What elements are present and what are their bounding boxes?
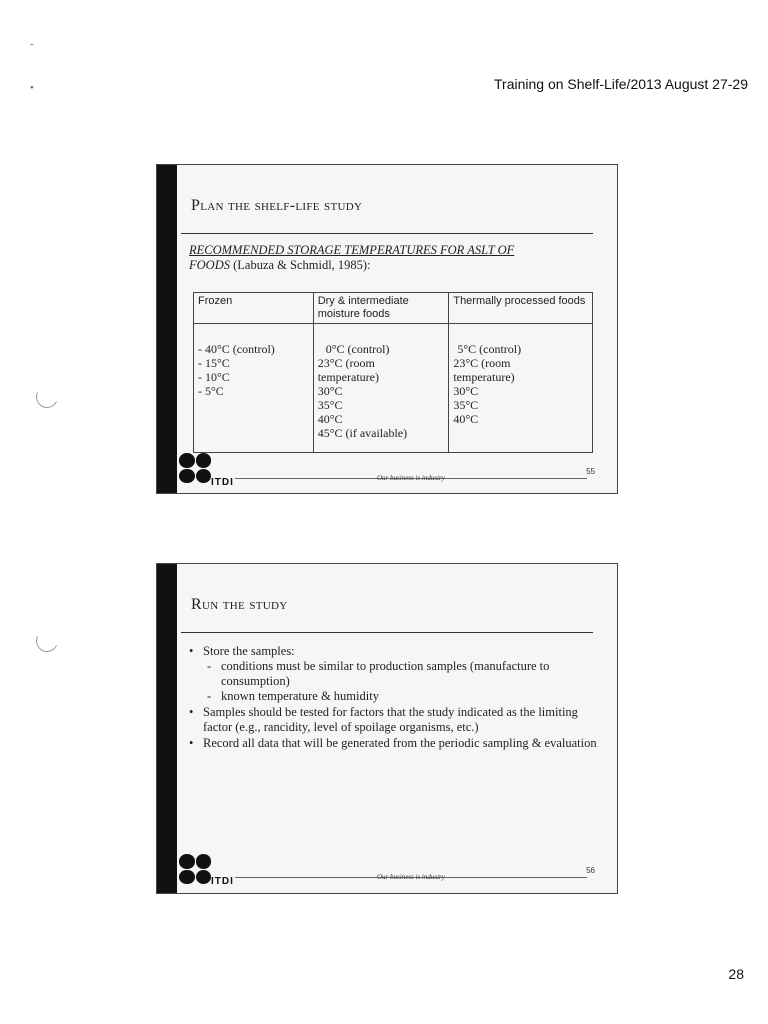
temp-value: 40°C — [453, 412, 479, 426]
temp-value: - 10°C — [198, 370, 230, 384]
footer-tagline: Our business is industry — [377, 474, 445, 482]
slide-side-bar — [157, 165, 177, 493]
slide-number: 56 — [586, 866, 595, 875]
slide-run-study — [156, 563, 618, 894]
logo-text: ITDI — [211, 477, 234, 488]
itdi-logo-icon — [179, 453, 211, 483]
temp-value: 0°C (control) — [325, 342, 390, 356]
slide-side-bar — [157, 564, 177, 893]
logo-text: ITDI — [211, 876, 234, 887]
title-rule — [181, 632, 593, 633]
table-header-thermal: Thermally processed foods — [449, 293, 593, 324]
table-cell-dry — [313, 324, 449, 453]
temp-value: temperature) — [453, 370, 515, 384]
slide-title: Plan the shelf-life study — [191, 197, 363, 214]
list-item: - known temperature & humidity — [203, 689, 597, 704]
itdi-logo-icon — [179, 854, 211, 884]
temp-value: 35°C — [453, 398, 479, 412]
temp-value: - 5°C — [198, 384, 224, 398]
footer-tagline: Our business is industry — [377, 873, 445, 881]
list-item: • Samples should be tested for factors that the study indicated as the limiting factor (e.g., rancidity, level of spoilage organisms, etc.) — [187, 705, 597, 735]
list-item: • Record all data that will be generated from the periodic sampling & evaluation — [187, 736, 597, 751]
slide-title: Run the study — [191, 596, 288, 613]
temp-value: temperature) — [317, 370, 379, 384]
temp-value: 45°C (if available) — [317, 426, 408, 440]
punch-hole-mark — [33, 383, 61, 411]
temp-value: 5°C (control) — [457, 342, 522, 356]
list-item — [187, 644, 597, 704]
subtitle-foods: FOODS — [189, 258, 230, 272]
slide-number: 55 — [586, 467, 595, 476]
page-header: Training on Shelf-Life/2013 August 27-29 — [494, 76, 748, 92]
temp-value: - 40°C (control) — [198, 342, 275, 356]
punch-hole-mark — [33, 627, 61, 655]
temp-value: 30°C — [317, 384, 343, 398]
list-item: - conditions must be similar to production samples (manufacture to consumption) — [203, 659, 597, 689]
temp-value: 40°C — [317, 412, 343, 426]
slide-plan-study — [156, 164, 618, 494]
subtitle-citation: (Labuza & Schmidl, 1985): — [229, 258, 371, 272]
table-header-dry: Dry & intermediate moisture foods — [313, 293, 449, 324]
table-header-frozen: Frozen — [194, 293, 314, 324]
temp-value: 23°C (room — [453, 356, 511, 370]
subtitle-heading: RECOMMENDED STORAGE TEMPERATURES FOR ASLT OF — [189, 243, 515, 257]
table-cell-thermal — [449, 324, 593, 453]
page-number: 28 — [728, 966, 744, 982]
slide-subtitle — [189, 243, 579, 273]
scan-mark: - — [30, 38, 34, 50]
temp-value: 35°C — [317, 398, 343, 412]
table-cell-frozen — [194, 324, 314, 453]
bullet-text: Store the samples: — [203, 644, 295, 658]
bullet-list — [187, 644, 597, 752]
title-rule — [181, 233, 593, 234]
temp-value: - 15°C — [198, 356, 230, 370]
scan-mark: • — [30, 82, 34, 94]
temp-value: 30°C — [453, 384, 479, 398]
storage-temperature-table — [193, 292, 593, 453]
temp-value: 23°C (room — [317, 356, 375, 370]
